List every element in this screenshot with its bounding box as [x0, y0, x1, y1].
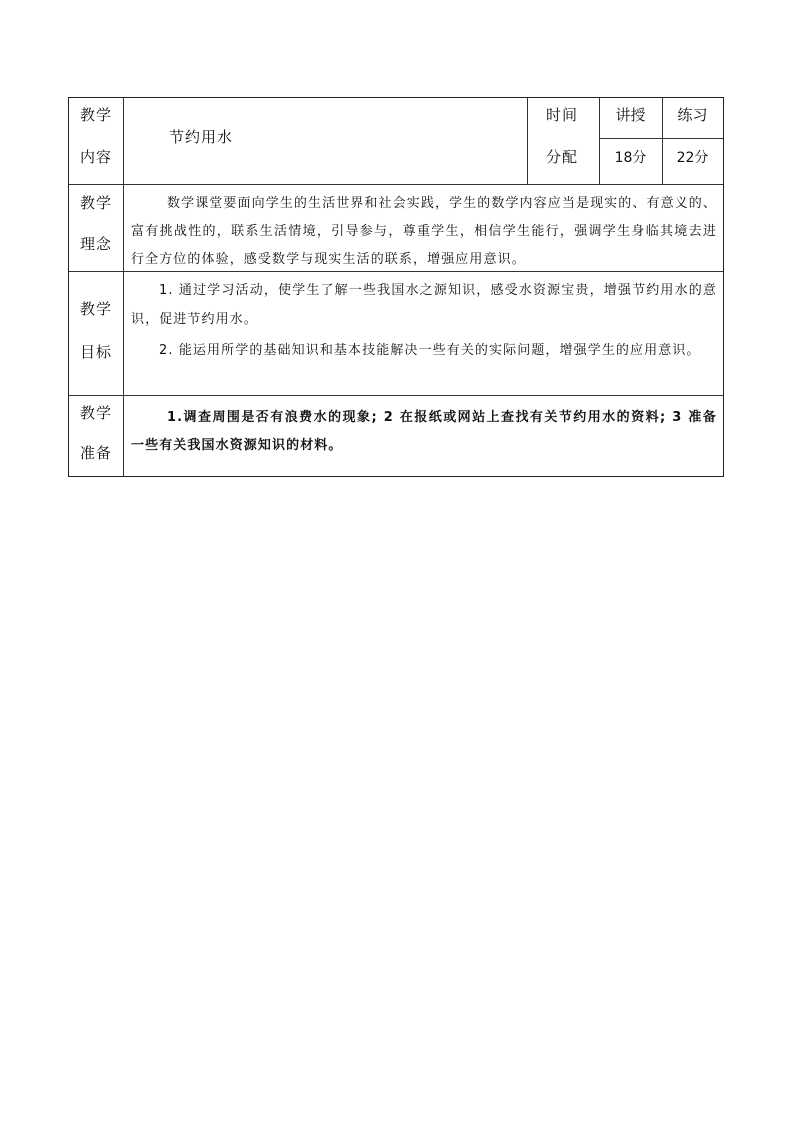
practice-minutes: 22分 — [676, 150, 709, 166]
lecture-minutes: 18分 — [614, 150, 647, 166]
goals-label-line2: 目标 — [79, 343, 112, 361]
time-label-line2: 分配 — [545, 148, 578, 166]
practice-label: 练习 — [677, 106, 708, 124]
preparation-label-line2: 准备 — [79, 444, 112, 462]
preparation-text: 1.调查周围是否有浪费水的现象; 2 在报纸或网站上查找有关节约用水的资料; 3 准备一些有关我国水资源知识的材料。 — [131, 410, 717, 453]
lesson-plan-table — [68, 97, 724, 477]
goal-item-1: 1. 通过学习活动，使学生了解一些我国水之源知识，感受水资源宝贵，增强节约用水的意识，促进节约用水。 — [131, 283, 717, 327]
column-divider — [123, 98, 124, 476]
goal-item-2: 2. 能运用所学的基础知识和基本技能解决一些有关的实际问题，增强学生的应用意识。 — [159, 343, 701, 358]
row-divider — [599, 138, 723, 139]
lesson-title: 节约用水 — [169, 128, 234, 146]
preparation-label-line1: 教学 — [79, 404, 112, 422]
philosophy-text: 数学课堂要面向学生的生活世界和社会实践，学生的数学内容应当是现实的、有意义的、富有挑战性的，联系生活情境，引导参与，尊重学生，相信学生能行，强调学生身临其境去进行全方位的体验，感受数学与现实生活的联系，增强应用意识。 — [131, 196, 717, 267]
lecture-label: 讲授 — [615, 106, 646, 124]
philosophy-label-line2: 理念 — [79, 235, 112, 253]
column-divider — [527, 98, 528, 184]
content-label-line2: 内容 — [79, 148, 112, 166]
philosophy-label-line1: 教学 — [79, 194, 112, 212]
row-divider — [69, 395, 723, 396]
goals-label-line1: 教学 — [79, 300, 112, 318]
time-label-line1: 时间 — [545, 106, 578, 124]
row-divider — [69, 184, 723, 185]
content-label-line1: 教学 — [79, 106, 112, 124]
